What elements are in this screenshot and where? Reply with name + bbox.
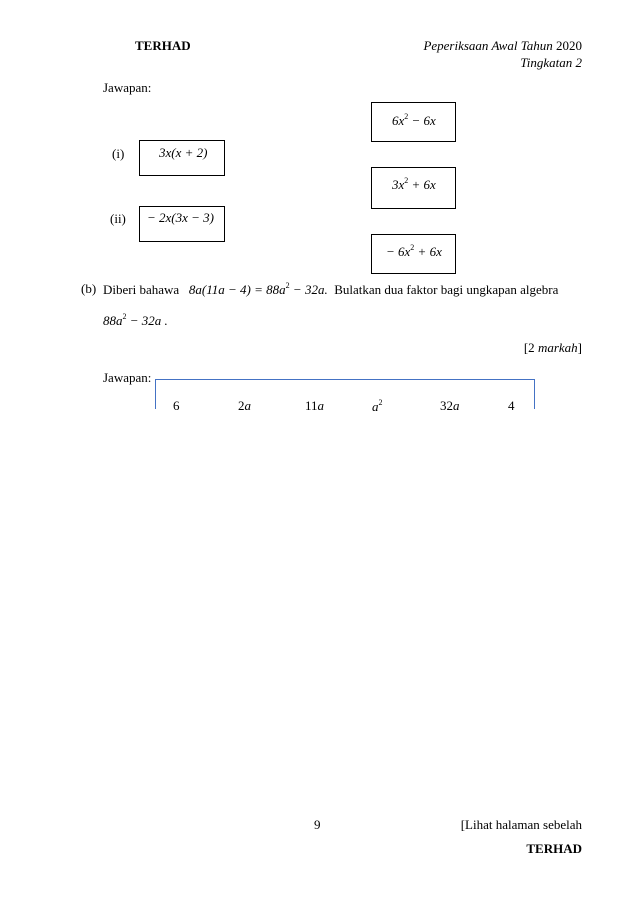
answer-label-b: Jawapan:: [103, 370, 152, 385]
answer-label-a: Jawapan:: [103, 80, 152, 95]
question-equation: $8a(11a - 4) = 88a^2 - 32a$.: [188, 281, 328, 297]
option-expr-1: $6x^2 - 6x$: [392, 112, 436, 128]
item-box-ii: [139, 206, 225, 242]
header-exam-title: [423, 38, 582, 54]
option-expr-3: − $6x^2 + 6x$: [386, 243, 442, 259]
choice-a2[interactable]: $a^2$: [372, 398, 383, 414]
question-intro: Diberi bahawa: [103, 282, 180, 297]
next-page-note: [Lihat halaman sebelah: [460, 817, 582, 832]
page-number: 9: [314, 817, 321, 832]
part-b-question-line2: $88a^2 - 32a$ .: [103, 312, 168, 328]
choice-11a[interactable]: 11a: [305, 398, 325, 413]
header-form: Tingkatan 2: [520, 55, 582, 70]
header-year: 2020: [556, 38, 582, 53]
item-label-i: (i): [112, 146, 125, 161]
question-instruction: Bulatkan dua faktor bagi ungkapan algebra: [334, 282, 559, 297]
header-classification: TERHAD: [135, 38, 191, 53]
item-box-i: [139, 140, 225, 176]
marks-word: markah: [537, 340, 578, 355]
option-box-1: [371, 102, 456, 142]
part-b-label: (b): [81, 281, 97, 296]
footer-classification: TERHAD: [526, 841, 582, 856]
answer-choices-box: [155, 379, 535, 409]
choice-2a[interactable]: 2a: [238, 398, 251, 413]
option-box-2: [371, 167, 456, 209]
option-expr-2: $3x^2 + 6x$: [392, 176, 436, 192]
item-expr-i: 3x(x + 2): [159, 145, 208, 160]
marks-label: [2 markah]: [523, 340, 582, 355]
choice-6[interactable]: 6: [173, 398, 180, 413]
choice-4[interactable]: 4: [508, 398, 515, 413]
header-exam-name: Peperiksaan Awal Tahun: [423, 38, 553, 53]
option-box-3: [371, 234, 456, 274]
item-expr-ii: − 2x(3x − 3): [147, 210, 214, 225]
choice-32a[interactable]: 32a: [440, 398, 460, 413]
item-label-ii: (ii): [110, 211, 126, 226]
part-b-question-line1: [103, 281, 558, 298]
